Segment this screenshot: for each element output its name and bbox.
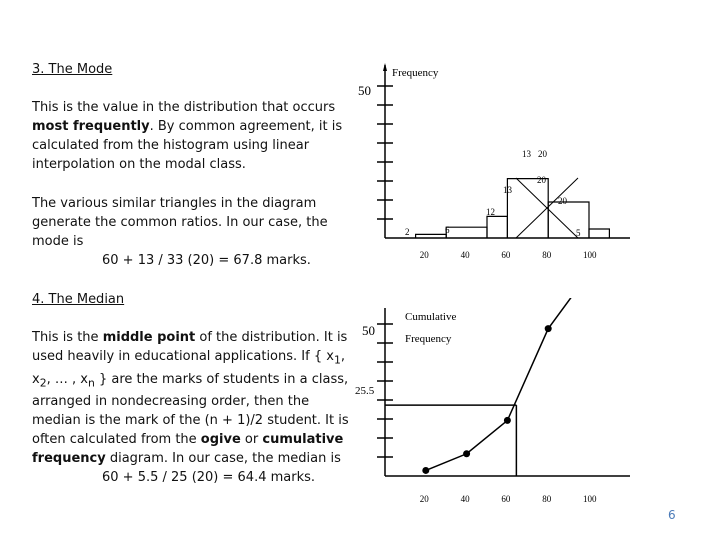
histogram-value-label: 12 [486,207,495,217]
ogive-point [463,450,470,457]
median-paragraph: This is the middle point of the distribution. It is used heavily in educational applications. If { $x_1$, $x_2$, … , $x_n$ } are the marks of students in a class, arranged in nondecreasing order, then the median is the mark of the (n + 1)/2 student. It is often calculated from the ogive or cumulative frequency diagram. In our case, the median is 60 + 5.5 / 25 (20) = 64.4 marks. [32,328,352,487]
median-heading: 4. The Median [32,292,125,307]
ogive-y-tick-25-5: 25.5 [355,385,375,397]
mode-heading: 3. The Mode [32,62,113,77]
histogram-y-tick-50: 50 [358,83,371,98]
histogram-bar [487,216,507,238]
histogram-value-label: 6 [445,225,450,235]
histogram-x-tick-label: 20 [419,250,429,260]
mode-explanation: The various similar triangles in the diagram generate the common ratios. In our case, the mode is 60 + 13 / 33 (20) = 67.8 marks. [32,194,352,270]
ogive-x-tick-label: 40 [460,494,470,504]
histogram-bar [548,202,589,238]
histogram-y-arrow [383,63,387,71]
triangle-label-13: 13 [503,185,512,195]
median-formula: 60 + 5.5 / 25 (20) = 64.4 marks. [102,470,316,486]
histogram-value-label: 5 [576,228,581,238]
ogive-y-label-line1: Cumulative [405,311,457,323]
histogram-bar [589,229,609,238]
ogive-chart [350,298,650,508]
ogive-x-tick-label: 20 [419,494,429,504]
page-number: 6 [668,508,676,522]
mode-emphasis: most frequently [32,119,150,134]
ogive-point [545,325,552,332]
histogram-bar [446,227,487,238]
histogram-x-tick-label: 40 [460,250,470,260]
ogive-point [504,417,511,424]
ogive-y-label-line2: Frequency [405,333,452,345]
histogram-x-tick-label: 80 [542,250,552,260]
mode-paragraph: This is the value in the distribution that occurs most frequently. By common agreement, it is calculated from the histogram using linear interpolation on the modal class. [32,100,343,172]
ogive-x-tick-label: 60 [501,494,511,504]
mode-formula: 60 + 13 / 33 (20) = 67.8 marks. [102,253,311,268]
triangle-label-20: 20 [537,175,546,185]
triangle-label-top-13: 13 [522,149,531,159]
histogram-x-tick-label: 60 [501,250,511,260]
histogram-value-label: 20 [558,196,567,206]
ogive-x-tick-label: 100 [583,494,597,504]
histogram-value-label: 2 [405,227,410,237]
histogram-y-label: Frequency [392,67,439,79]
histogram-x-tick-label: 100 [583,250,597,260]
ogive-curve [426,298,589,470]
histogram-bar [507,179,548,238]
ogive-point [422,467,429,474]
ogive-x-tick-label: 80 [542,494,552,504]
histogram-chart [350,55,650,275]
ogive-y-tick-50: 50 [362,323,375,338]
triangle-label-top-20: 20 [538,149,547,159]
